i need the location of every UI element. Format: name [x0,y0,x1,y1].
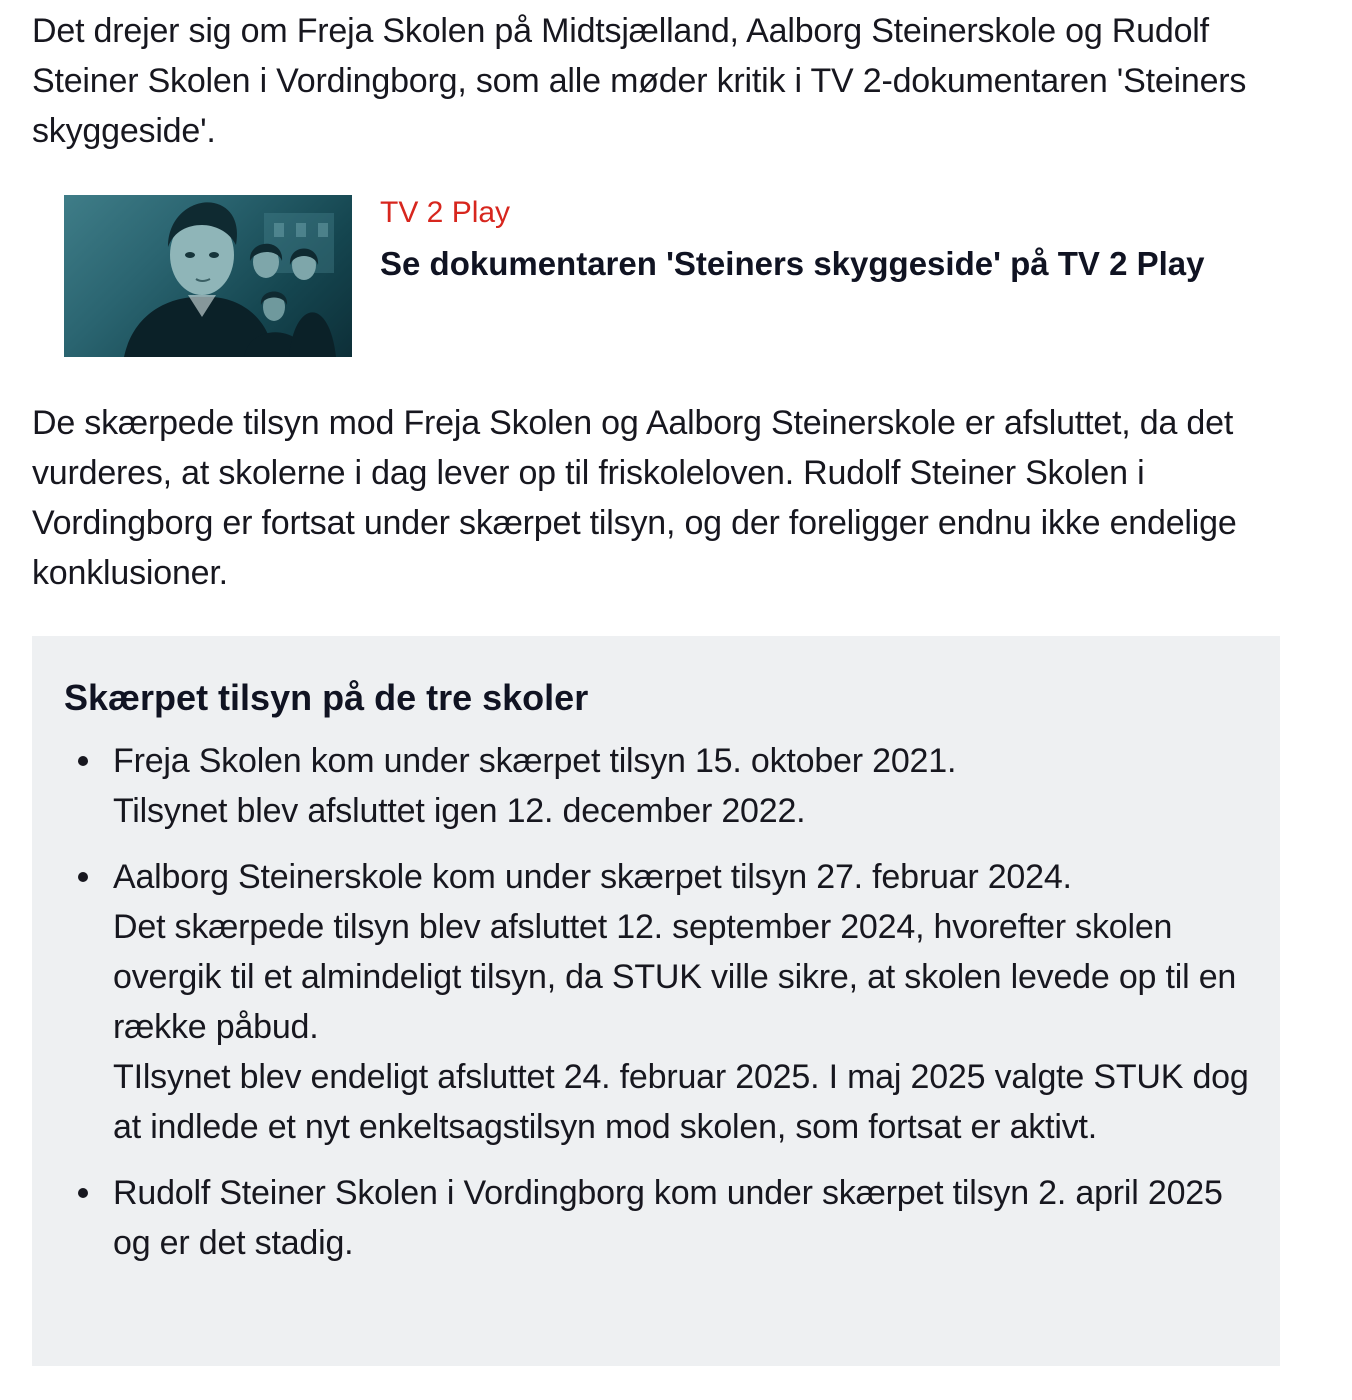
intro-paragraph: Det drejer sig om Freja Skolen på Midtsjælland, Aalborg Steinerskole og Rudolf Steiner Skolen i Vordingborg, som alle møder kritik i TV 2-dokumentaren 'Steiners skyggeside'. [32,12,1247,150]
factbox-list [64,736,1254,1284]
list-item-line: Freja Skolen kom under skærpet tilsyn 15. oktober 2021. [113,742,957,780]
promo-title[interactable]: Se dokumentaren 'Steiners skyggeside' på TV 2 Play [380,245,1205,282]
list-item-line: Rudolf Steiner Skolen i Vordingborg kom under skærpet tilsyn 2. april 2025 og er det stadig. [113,1174,1223,1262]
list-item-line: Det skærpede tilsyn blev afsluttet 12. september 2024, hvorefter skolen overgik til et almindeligt tilsyn, da STUK ville sikre, at skolen levede op til en række påbud. [113,908,1237,1046]
list-item-line: Tilsynet blev afsluttet igen 12. december 2022. [113,792,806,830]
list-item-line: Aalborg Steinerskole kom under skærpet tilsyn 27. februar 2024. [113,858,1072,896]
bullet-icon [78,872,88,882]
status-paragraph: De skærpede tilsyn mod Freja Skolen og Aalborg Steinerskole er afsluttet, da det vurderes, at skolerne i dag lever op til friskoleloven. Rudolf Steiner Skolen i Vordingborg er fortsat under skærpet tilsyn, og der foreligger endnu ikke endelige konklusioner. [32,404,1237,592]
documentary-thumbnail [64,195,352,357]
list-item [64,852,1254,1152]
list-item [64,736,1254,836]
list-item [64,1168,1254,1268]
promo-kicker: TV 2 Play [380,196,511,229]
factbox-heading: Skærpet tilsyn på de tre skoler [64,677,589,718]
factbox [32,636,1280,1366]
list-item-line: TIlsynet blev endeligt afsluttet 24. februar 2025. I maj 2025 valgte STUK dog at indlede et nyt enkeltsagstilsyn mod skolen, som fortsat er aktivt. [113,1058,1249,1146]
tv2-play-promo-link[interactable] [64,195,1254,357]
bullet-icon [78,756,88,766]
bullet-icon [78,1188,88,1198]
